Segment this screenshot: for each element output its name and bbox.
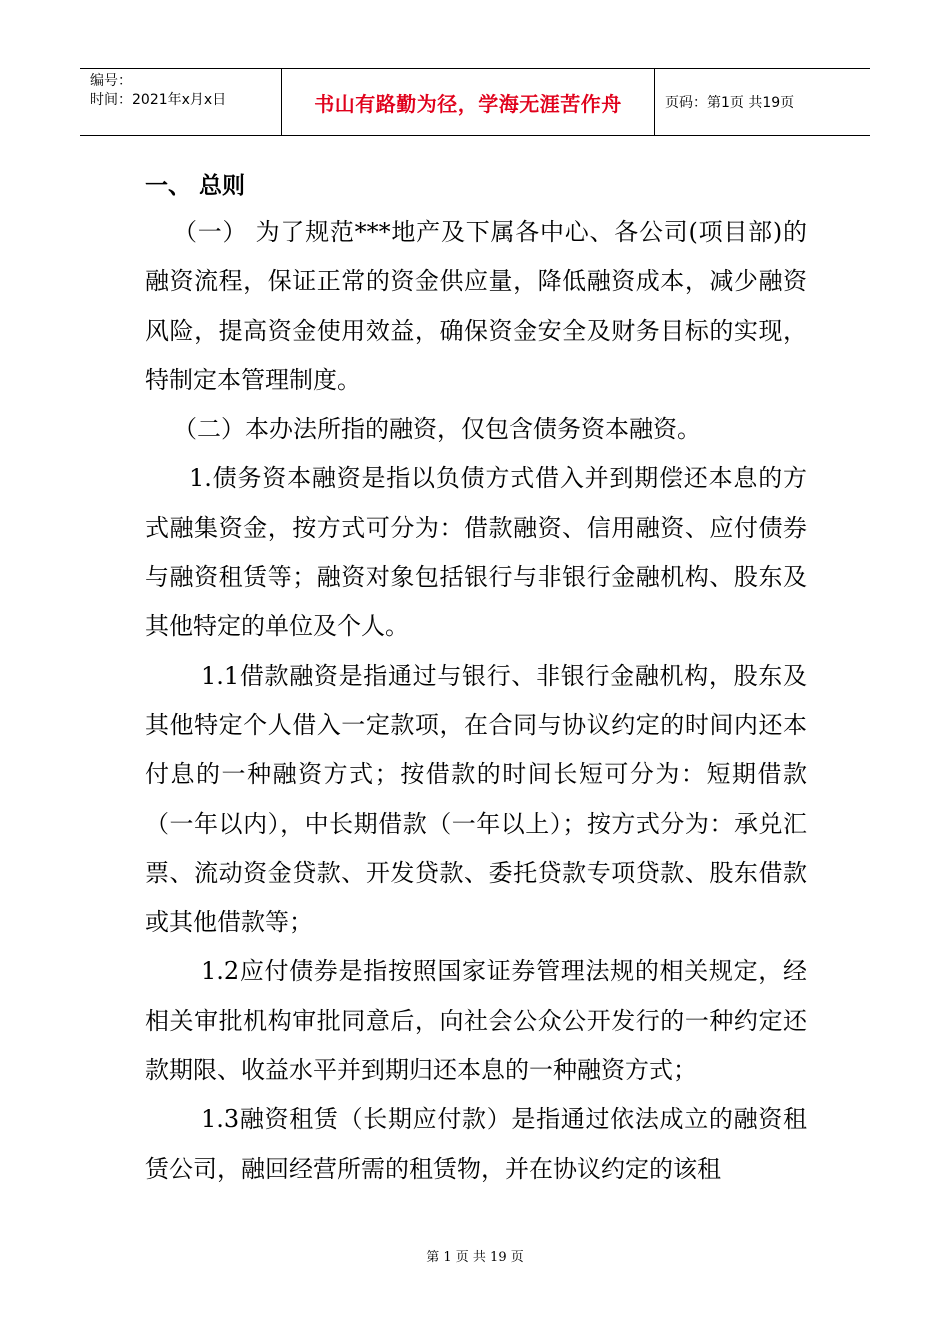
header-meta: [80, 69, 282, 135]
document-header: [80, 68, 870, 136]
page-footer: [0, 1246, 950, 1265]
paragraph: （一） 为了规范***地产及下属各中心、各公司(项目部)的融资流程，保证正常的资金供应量，降低融资成本，减少融资风险，提高资金使用效益，确保资金安全及财务目标的实现，特制定本管理制度。: [145, 218, 807, 394]
header-page-info: [655, 69, 870, 135]
paragraph: 1.2应付债券是指按照国家证券管理法规的相关规定，经相关审批机构审批同意后，向社会公众公开发行的一种约定还款期限、收益水平并到期归还本息的一种融资方式；: [145, 957, 807, 1085]
document-body: [145, 160, 807, 1194]
header-motto: [282, 69, 655, 135]
document-time-label: 时间：2021年x月x日: [90, 92, 227, 108]
paragraph: 1.债务资本融资是指以负债方式借入并到期偿还本息的方式融集资金，按方式可分为：借款融资、信用融资、应付债券与融资租赁等；融资对象包括银行与非银行金融机构、股东及其他特定的单位及个人。: [145, 464, 807, 641]
document-number-label: 编号：: [90, 73, 132, 89]
section-title: 一、 总则: [145, 173, 246, 199]
paragraph: 1.1借款融资是指通过与银行、非银行金融机构，股东及其他特定个人借入一定款项，在合同与协议约定的时间内还本付息的一种融资方式；按借款的时间长短可分为：短期借款（一年以内），中长期借款（一年以上）；按方式分为：承兑汇票、流动资金贷款、开发贷款、委托贷款专项贷款、股东借款或其他借款等；: [145, 661, 807, 937]
page-info-text: 页码：第1页 共19页: [665, 95, 795, 111]
paragraph: （二）本办法所指的融资，仅包含债务资本融资。: [173, 415, 701, 444]
motto-text: 书山有路勤为径，学海无涯苦作舟: [314, 91, 622, 116]
footer-page-number: 第 1 页 共 19 页: [426, 1250, 524, 1265]
paragraph: 1.3融资租赁（长期应付款）是指通过依法成立的融资租赁公司，融回经营所需的租赁物，并在协议约定的该租: [145, 1105, 807, 1183]
